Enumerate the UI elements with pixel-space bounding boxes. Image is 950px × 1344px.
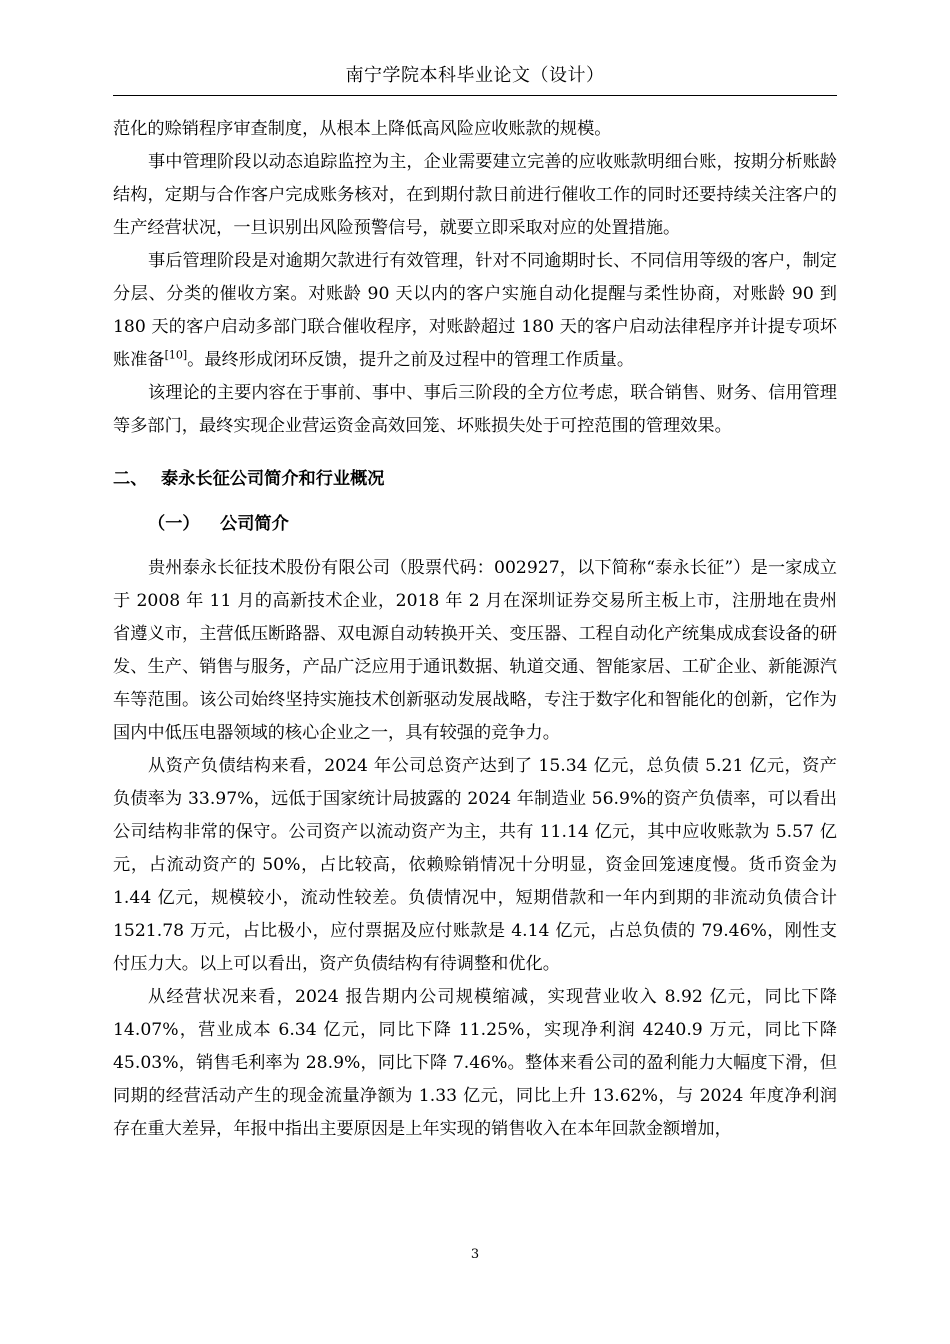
paragraph: 该理论的主要内容在于事前、事中、事后三阶段的全方位考虑，联合销售、财务、信用管理等多部门，最终实现企业营运资金高效回笼、坏账损失处于可控范围的管理效果。 (113, 383, 837, 436)
paragraph: 事中管理阶段以动态追踪监控为主，企业需要建立完善的应收账款明细台账，按期分析账龄结构，定期与合作客户完成账务核对，在到期付款日前进行催收工作的同时还要持续关注客户的生产经营状况，一旦识别出风险预警信号，就要立即采取对应的处置措施。 (113, 152, 837, 238)
paragraph: 从资产负债结构来看，2024 年公司总资产达到了 15.34 亿元，总负债 5.21 亿元，资产负债率为 33.97%，远低于国家统计局披露的 2024 年制造业 56.9%的资产负债率，可以看出公司结构非常的保守。公司资产以流动资产为主，共有 11.14 亿元，其中应收账款为 5.57 亿元，占流动资产的 50%，占比较高，依赖赊销情况十分明显，资金回笼速度慢。货币资金为 1.44 亿元，规模较小，流动性较差。负债情况中，短期借款和一年内到期的非流动负债合计 1521.78 万元，占比极小，应付票据及应付账款是 4.14 亿元，占总负债的 79.46%，刚性支付压力大。以上可以看出，资产负债结构有待调整和优化。 (113, 756, 837, 974)
page-body (113, 113, 837, 1146)
subsection-heading (148, 508, 837, 541)
paragraph-text-tail: 。最终形成闭环反馈，提升之前及过程中的管理工作质量。 (187, 350, 635, 370)
paragraph: 从经营状况来看，2024 报告期内公司规模缩减，实现营业收入 8.92 亿元，同比下降 14.07%，营业成本 6.34 亿元，同比下降 11.25%，实现净利润 4240.9 万元，同比下降 45.03%，销售毛利率为 28.9%，同比下降 7.46%。整体来看公司的盈利能力大幅度下滑，但同期的经营活动产生的现金流量净额为 1.33 亿元，同比上升 13.62%，与 2024 年度净利润存在重大差异，年报中指出主要原因是上年实现的销售收入在本年回款金额增加， (113, 987, 837, 1139)
paragraph (113, 245, 837, 377)
paragraph-text: 事后管理阶段是对逾期欠款进行有效管理，针对不同逾期时长、不同信用等级的客户，制定分层、分类的催收方案。对账龄 90 天以内的客户实施自动化提醒与柔性协商，对账龄 90 到 180 天的客户启动多部门联合催收程序，对账龄超过 180 天的客户启动法律程序并计提专项坏账准备 (113, 251, 837, 370)
section-number: 二、 (113, 469, 148, 489)
header-rule (113, 95, 837, 96)
page-number: 3 (470, 1247, 480, 1262)
section-title: 泰永长征公司简介和行业概况 (161, 469, 385, 489)
subsection-title: 公司简介 (220, 514, 289, 534)
subsection-number: （一） (148, 514, 200, 534)
section-heading (113, 463, 837, 496)
citation-reference: [10] (164, 348, 188, 362)
paragraph: 范化的赊销程序审查制度，从根本上降低高风险应收账款的规模。 (113, 119, 612, 139)
paragraph: 贵州泰永长征技术股份有限公司（股票代码：002927，以下简称“泰永长征”）是一家成立于 2008 年 11 月的高新技术企业，2018 年 2 月在深圳证券交易所主板上市，注册地在贵州省遵义市，主营低压断路器、双电源自动转换开关、变压器、工程自动化产统集成成套设备的研发、生产、销售与服务，产品广泛应用于通讯数据、轨道交通、智能家居、工矿企业、新能源汽车等范围。该公司始终坚持实施技术创新驱动发展战略，专注于数字化和智能化的创新，它作为国内中低压电器领域的核心企业之一，具有较强的竞争力。 (113, 558, 837, 743)
page-header-title: 南宁学院本科毕业论文（设计） (345, 65, 605, 86)
